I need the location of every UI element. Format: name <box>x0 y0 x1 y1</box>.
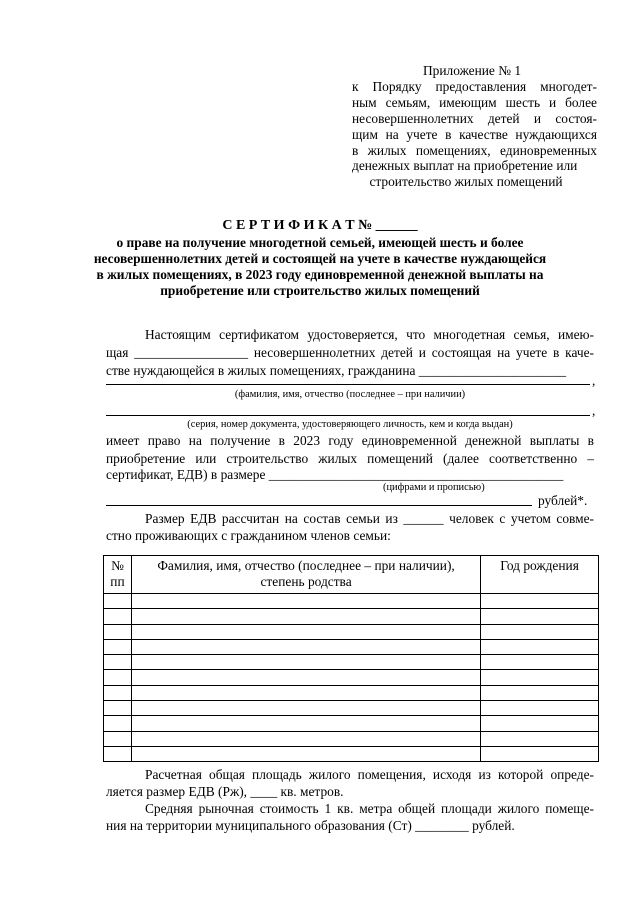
table-cell <box>481 716 599 731</box>
table-cell <box>104 685 132 700</box>
table-cell <box>104 701 132 716</box>
rubles-label: рублей*. <box>538 493 588 508</box>
appendix-line: строительство жилых помещений <box>369 174 563 189</box>
table-row <box>104 746 599 761</box>
table-cell <box>104 594 132 609</box>
table-cell <box>481 639 599 654</box>
table-row <box>104 655 599 670</box>
table-cell <box>481 624 599 639</box>
appendix-line: к Порядку предоставления многодет- <box>352 79 597 94</box>
table-row <box>104 716 599 731</box>
table-cell <box>481 609 599 624</box>
amount-fill-line <box>106 505 532 506</box>
table-row <box>104 639 599 654</box>
name-hint: (фамилия, имя, отчество (последнее – при наличии) <box>234 389 466 400</box>
table-row <box>104 701 599 716</box>
table-cell <box>104 639 132 654</box>
table-cell <box>104 716 132 731</box>
table-cell <box>481 670 599 685</box>
table-cell <box>481 685 599 700</box>
table-cell <box>104 624 132 639</box>
appendix-line: несовершеннолетних детей и состоя- <box>352 111 597 126</box>
certificate-title: С Е Р Т И Ф И К А Т № ______ <box>222 218 418 233</box>
table-cell <box>104 670 132 685</box>
table-row <box>104 594 599 609</box>
body-p3-line2: стно проживающих с гражданином членов семьи: <box>106 528 391 543</box>
table-row <box>104 670 599 685</box>
col-name-header: Фамилия, имя, отчество (последнее – при наличии), степень родства <box>131 556 480 594</box>
table-row <box>104 731 599 746</box>
body-p2-line3: сертификат, ЕДВ) в размере ____________________________________________ <box>106 467 564 482</box>
appendix-line: в жилых помещениях, единовременных <box>352 143 597 158</box>
table-cell <box>131 685 480 700</box>
table-cell <box>131 670 480 685</box>
table-cell <box>481 731 599 746</box>
body-p4-line2: ляется размер ЕДВ (Рж), ____ кв. метров. <box>106 784 344 799</box>
name-fill-line <box>106 384 590 385</box>
appendix-line: щим на учете в качестве нуждающихся <box>352 127 597 142</box>
body-p1-line3: стве нуждающейся в жилых помещениях, гражданина ______________________ <box>106 363 567 378</box>
appendix-line: денежных выплат на приобретение или <box>352 158 578 173</box>
table-cell <box>481 594 599 609</box>
table-cell <box>481 746 599 761</box>
certificate-subtitle-line: в жилых помещениях, в 2023 году единовременной денежной выплаты на <box>96 267 544 282</box>
table-cell <box>104 746 132 761</box>
body-p1-line1: Настоящим сертификатом удостоверяется, что многодетная семья, имею- <box>145 327 594 342</box>
table-cell <box>131 731 480 746</box>
table-cell <box>104 655 132 670</box>
table-row <box>104 609 599 624</box>
document-fill-line <box>106 415 590 416</box>
body-p2-line2: приобретение или строительство жилых помещений (далее соответственно – <box>106 451 594 466</box>
table-cell <box>131 624 480 639</box>
table-cell <box>131 609 480 624</box>
comma-1: , <box>592 373 596 388</box>
amount-hint: (цифрами и прописью) <box>383 482 485 493</box>
table-cell <box>104 731 132 746</box>
appendix-line: ным семьям, имеющим шесть и более <box>352 95 597 110</box>
table-cell <box>131 639 480 654</box>
col-year-header: Год рождения <box>481 556 599 594</box>
comma-2: , <box>592 403 596 418</box>
body-p2-line1: имеет право на получение в 2023 году единовременной денежной выплаты в <box>106 433 594 448</box>
table-row <box>104 685 599 700</box>
certificate-subtitle-line: о праве на получение многодетной семьей, имеющей шесть и более <box>116 235 524 250</box>
body-p3-line1: Размер ЕДВ рассчитан на состав семьи из ______ человек с учетом совмe- <box>145 511 594 526</box>
table-cell <box>131 701 480 716</box>
body-p1-line2: щая _________________ несовершеннолетних детей и состоящая на учете в каче- <box>106 345 594 360</box>
body-p4-line1: Расчетная общая площадь жилого помещения, исходя из которой опреде- <box>145 767 594 782</box>
certificate-subtitle-line: несовершеннолетних детей и состоящей на учете в качестве нуждающейся <box>93 251 547 266</box>
table-cell <box>131 716 480 731</box>
document-hint: (серия, номер документа, удостоверяющего личность, кем и когда выдан) <box>187 419 513 430</box>
table-cell <box>131 746 480 761</box>
table-cell <box>131 594 480 609</box>
table-cell <box>131 655 480 670</box>
table-cell <box>481 701 599 716</box>
appendix-title: Приложение № 1 <box>423 63 522 78</box>
col-number-header: № пп <box>104 556 132 594</box>
table-cell <box>104 609 132 624</box>
table-cell <box>481 655 599 670</box>
family-members-table <box>103 555 599 762</box>
body-p5-line2: ния на территории муниципального образования (Ст) ________ рублей. <box>106 818 515 833</box>
body-p5-line1: Средняя рыночная стоимость 1 кв. метра общей площади жилого помеще- <box>145 801 594 816</box>
certificate-subtitle-line: приобретение или строительство жилых помещений <box>160 283 480 298</box>
table-row <box>104 624 599 639</box>
